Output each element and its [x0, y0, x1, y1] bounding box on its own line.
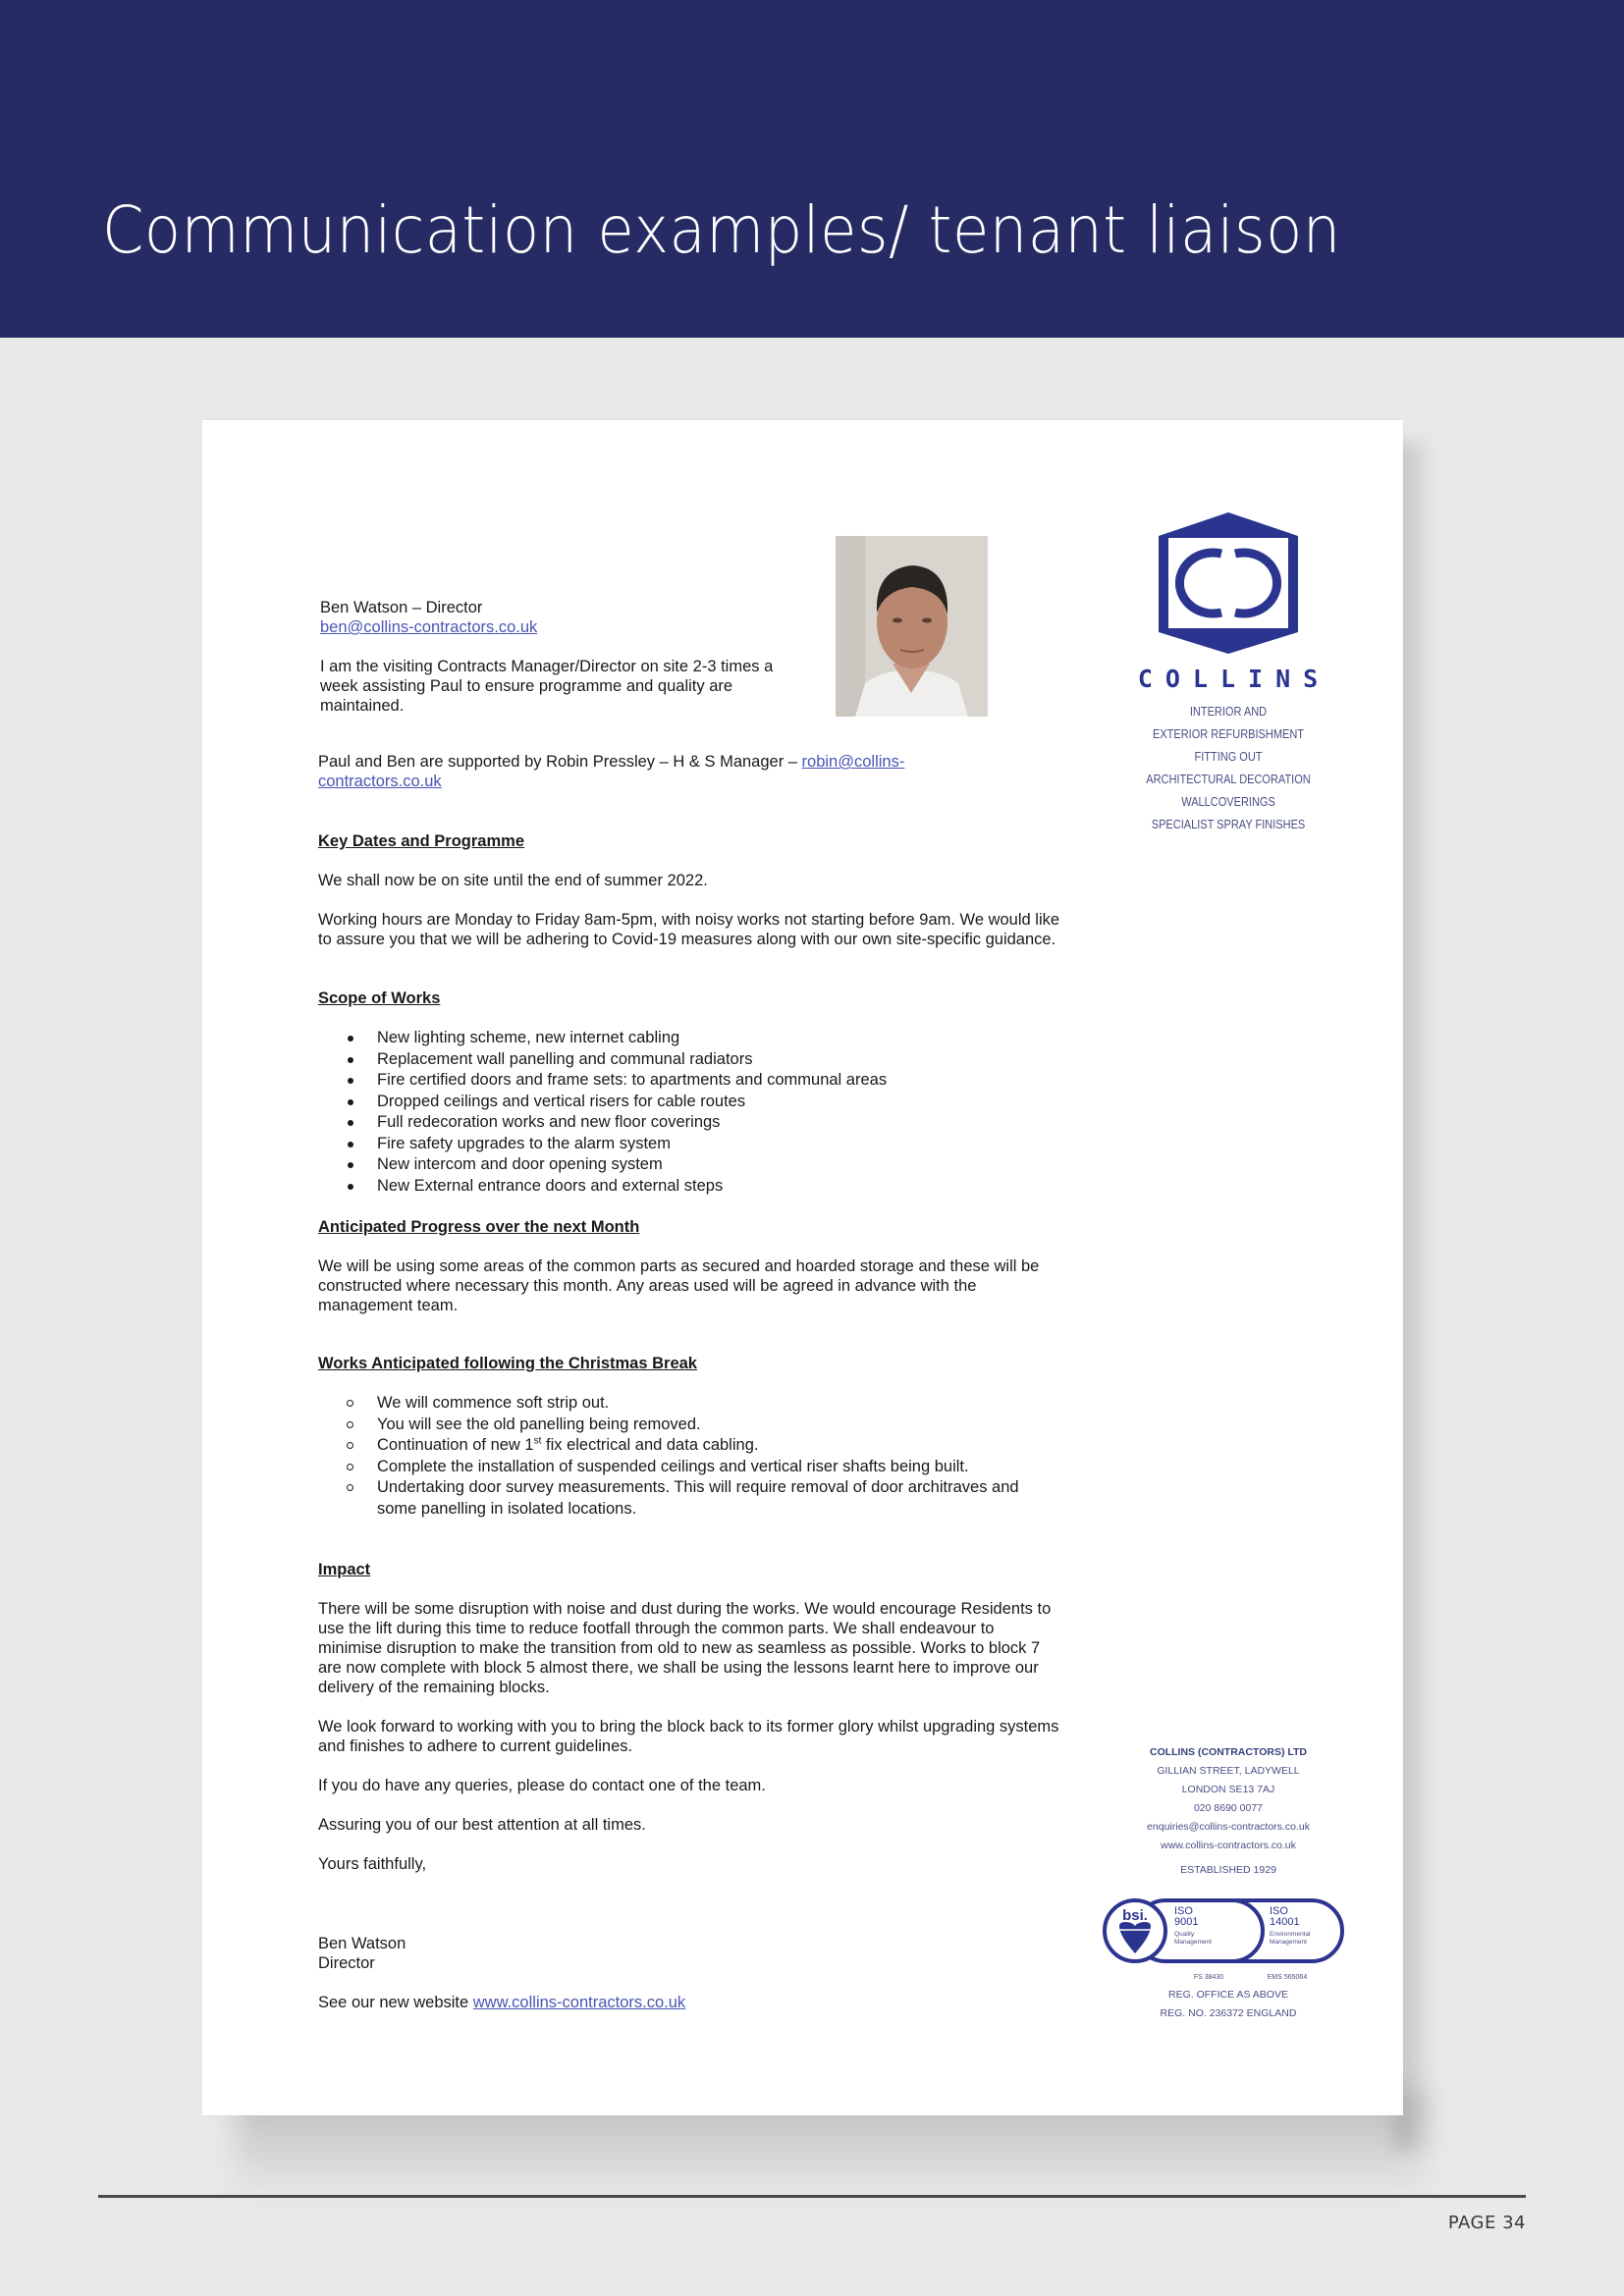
service-item: SPECIALIST SPRAY FINISHES	[1151, 818, 1306, 831]
bsi-iso-badge-icon	[1096, 1893, 1351, 1986]
support-email-link[interactable]: robin@collins-contractors.co.uk	[318, 753, 905, 790]
scope-item: New lighting scheme, new internet cabling	[318, 1028, 1005, 1049]
portrait-image	[836, 536, 988, 717]
impact-paragraph-2: We look forward to working with you to bring the block back to its former glory whilst upgrading systems and finishes to adhere to current guidelines.	[318, 1718, 1059, 1755]
scope-item: Replacement wall panelling and communal radiators	[318, 1049, 1005, 1071]
service-item: FITTING OUT	[1194, 750, 1263, 764]
contact-email: enquiries@collins-contractors.co.uk	[1147, 1821, 1310, 1833]
key-dates-paragraph-1: We shall now be on site until the end of summer 2022.	[318, 872, 708, 889]
phone-number: 020 8690 0077	[1193, 1802, 1264, 1814]
page-title: Communication examples/ tenant liaison	[102, 192, 1341, 268]
registration-line: REG. OFFICE AS ABOVE	[1168, 1989, 1288, 2001]
address-line: LONDON SE13 7AJ	[1181, 1784, 1275, 1795]
service-item: WALLCOVERINGS	[1181, 795, 1275, 809]
impact-paragraph-4: Assuring you of our best attention at all times.	[318, 1816, 646, 1834]
heading-scope: Scope of Works	[318, 989, 441, 1007]
bsi-label: bsi.	[1122, 1907, 1148, 1924]
scope-item: Full redecoration works and new floor coverings	[318, 1112, 1005, 1134]
support-paragraph	[318, 752, 966, 791]
iso-9001-line2: Management	[1174, 1939, 1212, 1946]
christmas-item-text: fix electrical and data cabling.	[541, 1436, 759, 1454]
contact-website: www.collins-contractors.co.uk	[1161, 1840, 1296, 1851]
scope-item: Dropped ceilings and vertical risers for cable routes	[318, 1092, 1005, 1113]
scope-list	[318, 1028, 1005, 1197]
iso-14001-line2: Management	[1270, 1939, 1307, 1946]
scope-item: Fire certified doors and frame sets: to apartments and communal areas	[318, 1070, 1005, 1092]
company-name: COLLINS (CONTRACTORS) LTD	[1149, 1746, 1307, 1758]
registration-info	[1115, 1986, 1341, 2023]
service-item: INTERIOR AND	[1189, 705, 1268, 719]
christmas-item: You will see the old panelling being removed.	[318, 1415, 1045, 1436]
iso-9001-number: 9001	[1174, 1916, 1199, 1928]
heading-impact: Impact	[318, 1561, 371, 1578]
scope-item: New intercom and door opening system	[318, 1154, 1005, 1176]
established-year: ESTABLISHED 1929	[1180, 1864, 1276, 1876]
christmas-item	[318, 1435, 1045, 1457]
christmas-list	[318, 1393, 1045, 1520]
progress-paragraph: We will be using some areas of the common parts as secured and hoarded storage and these will be constructed where necessary this month. Any areas used will be agreed in advance with the management team.	[318, 1257, 1040, 1314]
impact-paragraph-1: There will be some disruption with noise and dust during the works. We would encourage Residents to use the lift during this time to reduce footfall through the common parts. We shall endeavour to minimise disruption to make the transition from old to new as seamless as possible. Works to block 7 are now complete with block 5 almost there, we shall be using the lessons learnt here to improve our delivery of the remaining blocks.	[318, 1600, 1052, 1696]
signature-name: Ben Watson	[318, 1935, 406, 1952]
signature-title: Director	[318, 1954, 375, 1972]
director-photo	[836, 536, 988, 717]
footer-divider	[98, 2195, 1526, 2198]
christmas-item-superscript: st	[533, 1435, 542, 1447]
christmas-item: Complete the installation of suspended ceilings and vertical riser shafts being built.	[318, 1457, 1045, 1478]
impact-paragraph-3: If you do have any queries, please do contact one of the team.	[318, 1777, 766, 1794]
collins-logo-block	[1125, 508, 1331, 836]
iso-9001-cert-number: FS 38430	[1193, 1974, 1224, 1981]
christmas-item: Undertaking door survey measurements. This will require removal of door architraves and some panelling in isolated locations.	[318, 1477, 1045, 1520]
support-text: Paul and Ben are supported by Robin Pressley – H & S Manager –	[318, 753, 802, 771]
christmas-item-text: Continuation of new 1	[377, 1436, 534, 1454]
iso-14001-number: 14001	[1270, 1916, 1300, 1928]
christmas-item: We will commence soft strip out.	[318, 1393, 1045, 1415]
address-line: GILLIAN STREET, LADYWELL	[1157, 1765, 1300, 1777]
page-number: PAGE 34	[1447, 2213, 1526, 2233]
author-email-link[interactable]: ben@collins-contractors.co.uk	[320, 618, 538, 636]
services-list	[1138, 701, 1320, 836]
collins-logo-icon	[1155, 508, 1302, 656]
brand-name: COLLINS	[1137, 665, 1331, 693]
closing-line: Yours faithfully,	[318, 1855, 427, 1873]
key-dates-paragraph-2: Working hours are Monday to Friday 8am-5pm, with noisy works not starting before 9am. We would like to assure you that we will be adhering to Covid-19 measures along with our own site-specific guidance.	[318, 911, 1060, 948]
scope-item: Fire safety upgrades to the alarm system	[318, 1134, 1005, 1155]
website-link[interactable]: www.collins-contractors.co.uk	[472, 1994, 686, 2011]
registration-line: REG. NO. 236372 ENGLAND	[1160, 2007, 1297, 2019]
heading-progress: Anticipated Progress over the next Month	[318, 1218, 640, 1236]
service-item: EXTERIOR REFURBISHMENT	[1152, 727, 1304, 741]
author-line: Ben Watson – Director	[320, 599, 483, 616]
company-address	[1115, 1743, 1341, 1880]
iso-14001-code: ISO	[1270, 1905, 1288, 1917]
letter-document	[202, 420, 1403, 2115]
intro-paragraph: I am the visiting Contracts Manager/Director on site 2-3 times a week assisting Paul to ensure programme and quality are maintained.	[320, 658, 774, 715]
iso-9001-line1: Quality	[1174, 1931, 1195, 1938]
service-item: ARCHITECTURAL DECORATION	[1146, 773, 1311, 786]
iso-9001-code: ISO	[1174, 1905, 1193, 1917]
scope-item: New External entrance doors and external steps	[318, 1176, 1005, 1198]
heading-key-dates: Key Dates and Programme	[318, 832, 524, 850]
website-prefix: See our new website	[318, 1994, 473, 2011]
header-band	[0, 0, 1624, 338]
iso-14001-line1: Environmental	[1270, 1931, 1311, 1938]
website-line	[318, 1993, 685, 2012]
heading-christmas: Works Anticipated following the Christmas Break	[318, 1355, 697, 1372]
iso-14001-cert-number: EMS 565064	[1267, 1974, 1308, 1981]
certification-badges	[1096, 1893, 1351, 1991]
